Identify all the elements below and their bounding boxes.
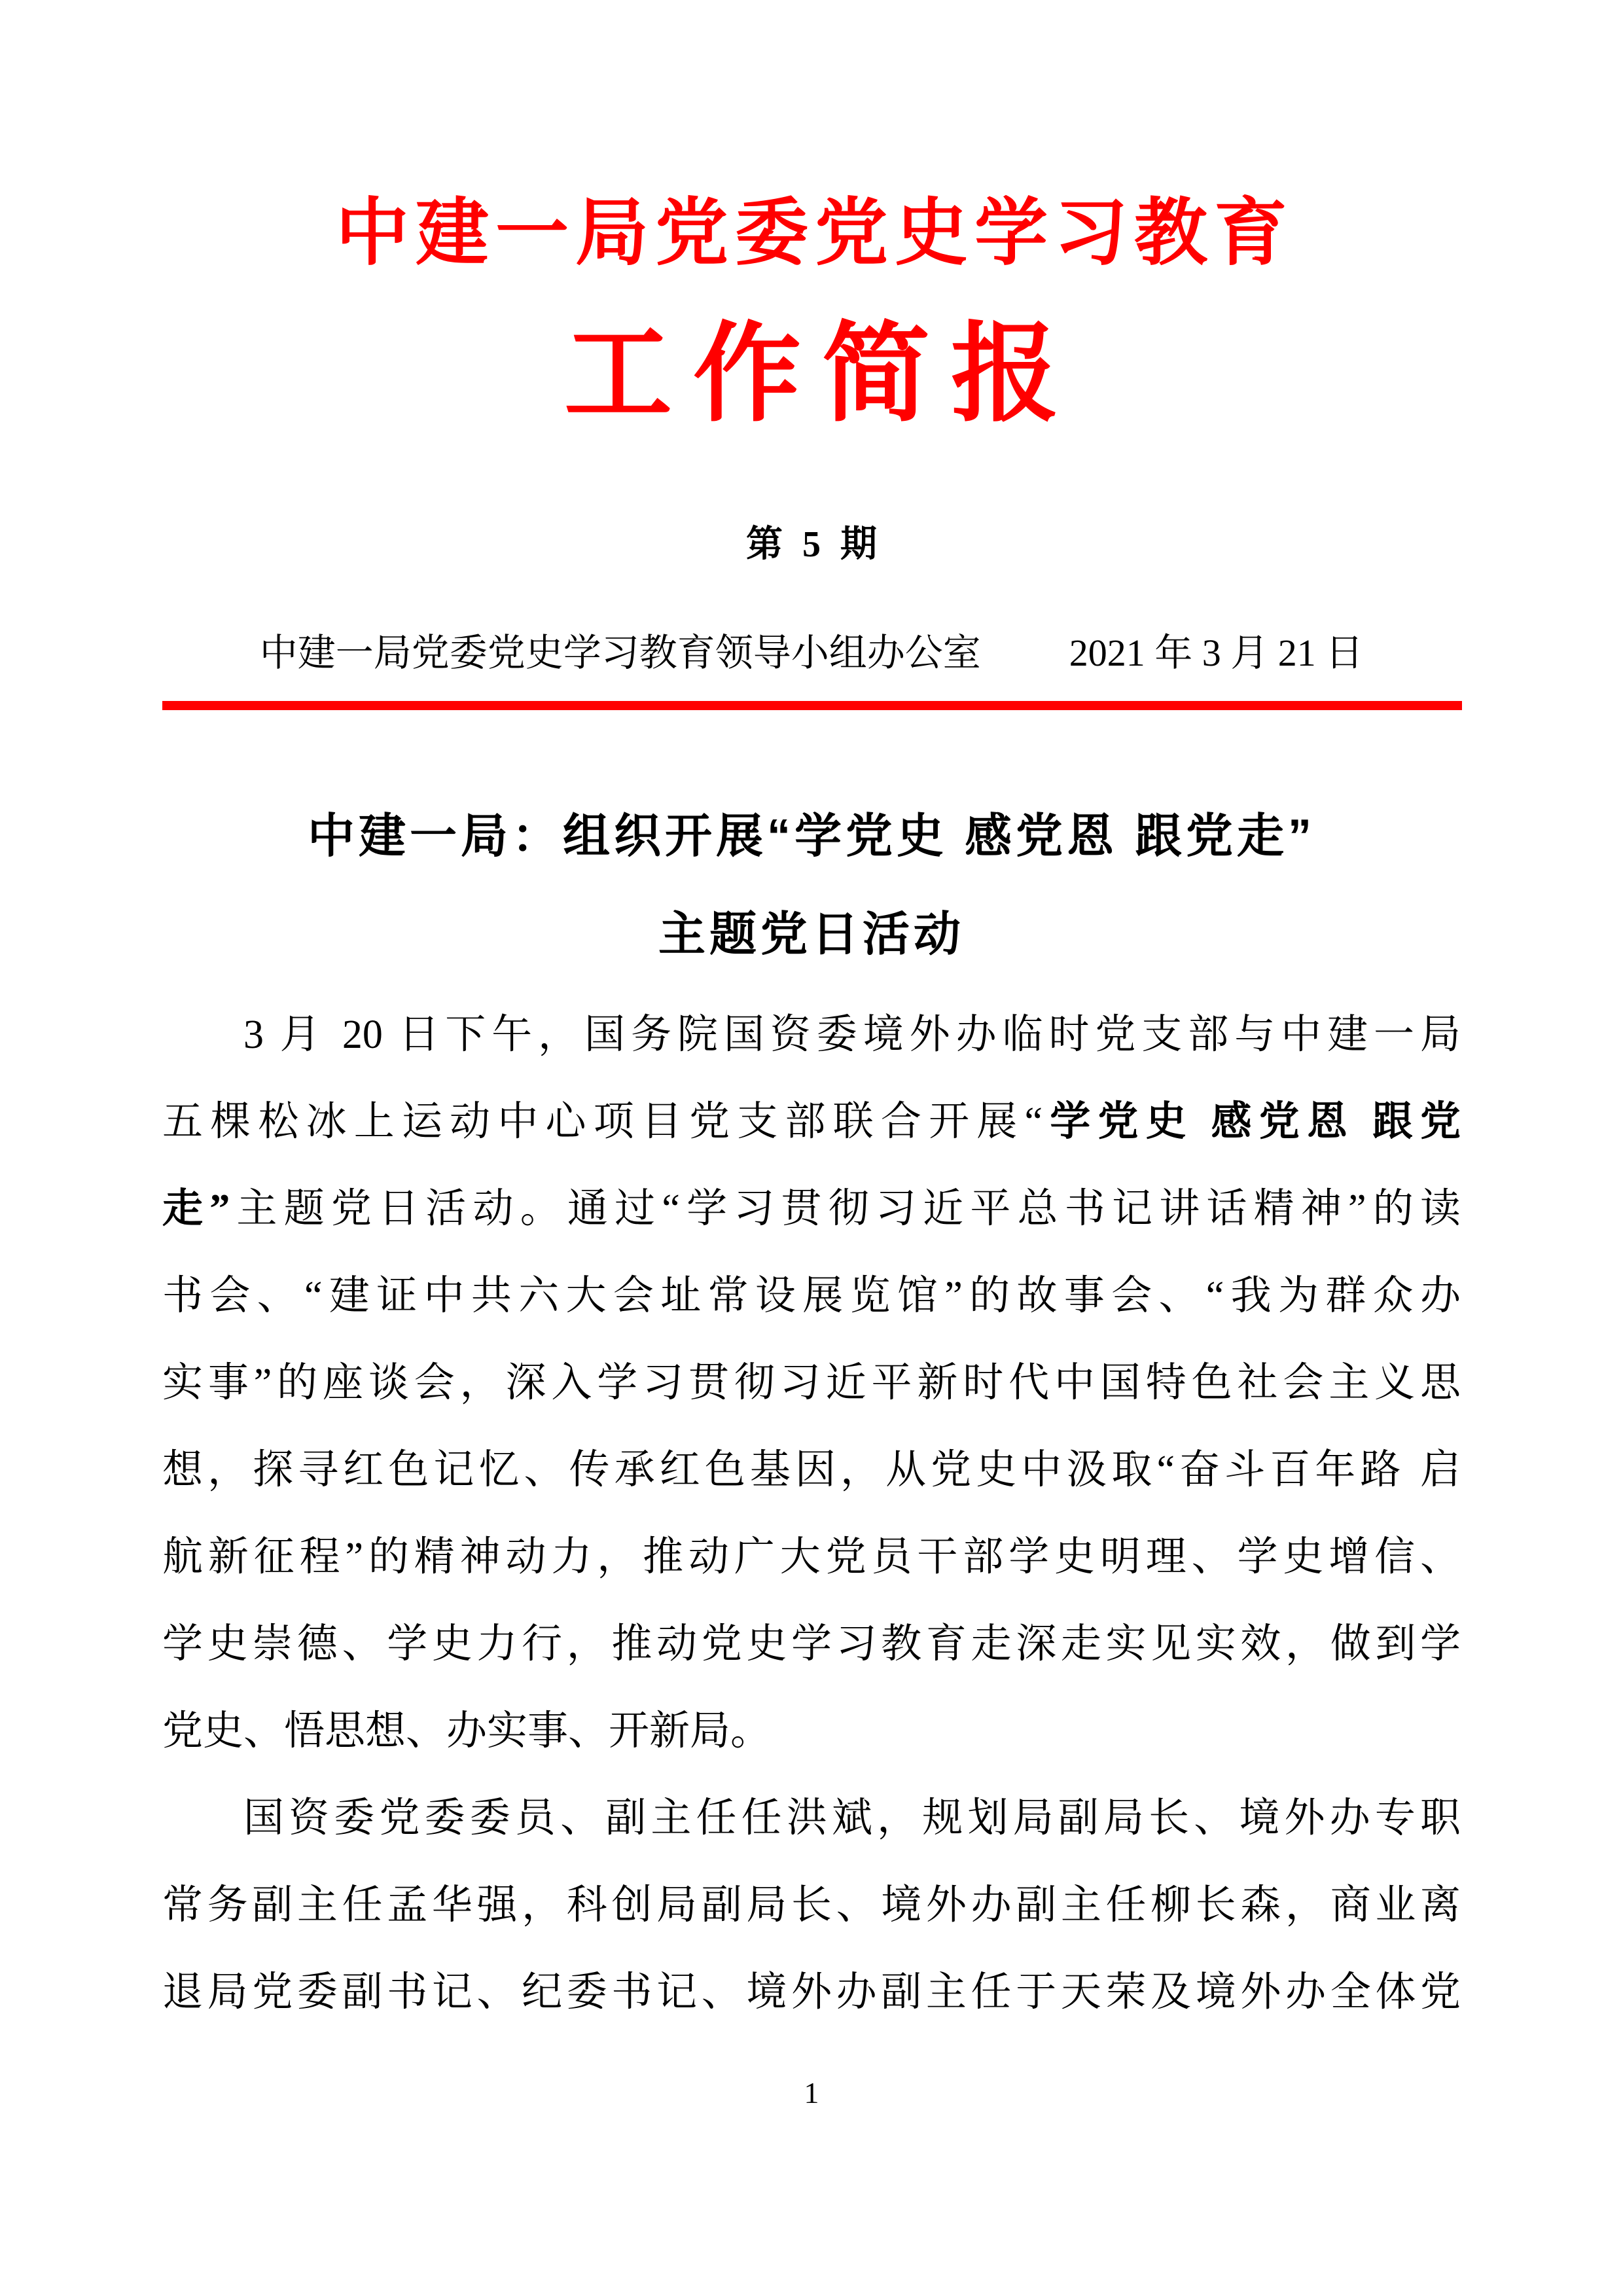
- body-text-segment: 党史、悟思想、办实事、开新局。: [162, 1709, 772, 1753]
- masthead-divider-rule: [162, 701, 1462, 710]
- article-body: [162, 992, 1461, 2036]
- body-text-segment: 想，探寻红色记忆、传承红色基因，从党史中汲取“奋斗百年路 启: [162, 1448, 1461, 1492]
- body-line: [162, 1079, 1461, 1166]
- body-line: [162, 1775, 1461, 1862]
- body-line: [162, 992, 1461, 1079]
- body-line: [162, 1514, 1461, 1601]
- body-line: [162, 1340, 1461, 1427]
- body-line: [162, 1949, 1461, 2036]
- article-title-line1: 中建一局：组织开展“学党史 感党恩 跟党走”: [307, 810, 1315, 863]
- body-text-segment: 退局党委副书记、纪委书记、境外办副主任于天荣及境外办全体党: [162, 1970, 1461, 2015]
- page-number: 1: [804, 2076, 819, 2109]
- body-text-segment: 3 月 20 日下午，国务院国资委境外办临时党支部与中建一局: [243, 1013, 1461, 1057]
- body-text-segment: 实事”的座谈会，深入学习贯彻习近平新时代中国特色社会主义思: [162, 1361, 1461, 1405]
- body-line: [162, 1688, 1461, 1775]
- body-text-segment: 书会、“建证中共六大会址常设展览馆”的故事会、“我为群众办: [162, 1274, 1461, 1318]
- body-text-segment: 学史崇德、学史力行，推动党史学习教育走深走实见实效，做到学: [162, 1622, 1461, 1666]
- masthead-bulletin-title: 工作简报: [564, 315, 1080, 435]
- body-line: [162, 1601, 1461, 1688]
- body-text-segment: 主题党日活动。通过“学习贯彻习近平总书记讲话精神”的读: [230, 1187, 1461, 1231]
- masthead-org-title: 中建一局党委党史学习教育: [336, 193, 1294, 274]
- byline: [162, 626, 1461, 680]
- body-bold-phrase: 学党史 感党恩 跟党: [1043, 1100, 1461, 1144]
- body-line: [162, 1427, 1461, 1514]
- body-line: [162, 1253, 1461, 1340]
- body-bold-phrase: 走”: [162, 1187, 230, 1231]
- article-title: [162, 787, 1461, 984]
- body-line: [162, 1166, 1461, 1253]
- body-text-segment: 航新征程”的精神动力，推动广大党员干部学史明理、学史增信、: [162, 1535, 1461, 1579]
- body-text-segment: 常务副主任孟华强，科创局副局长、境外办副主任柳长森，商业离: [162, 1883, 1461, 1928]
- issuing-office: 中建一局党委党史学习教育领导小组办公室: [259, 632, 981, 674]
- issue-date: 2021 年 3 月 21 日: [1069, 632, 1364, 674]
- body-text-segment: 国资委党委委员、副主任任洪斌，规划局副局长、境外办专职: [243, 1796, 1461, 1840]
- body-text-segment: 五棵松冰上运动中心项目党支部联合开展“: [162, 1100, 1043, 1144]
- page-content: [0, 185, 1623, 2036]
- body-line: [162, 1862, 1461, 1949]
- issue-number: 第 5 期: [746, 524, 882, 565]
- article-title-line2: 主题党日活动: [658, 908, 965, 961]
